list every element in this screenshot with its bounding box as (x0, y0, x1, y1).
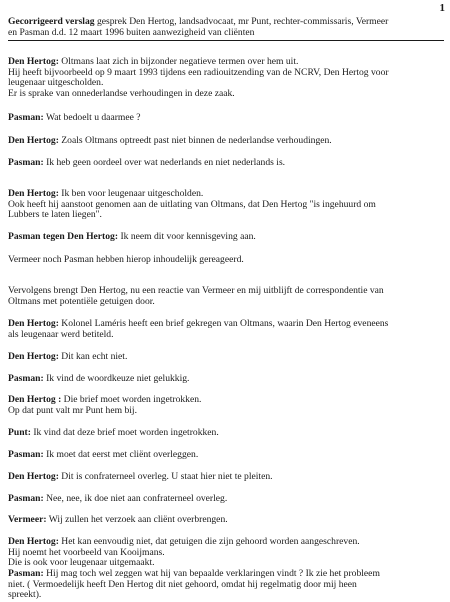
paragraph-line (8, 494, 448, 505)
transcript-paragraph (8, 515, 448, 526)
paragraph-line: Hij noemt het voorbeeld van Kooijmans. (8, 546, 165, 558)
speaker-label: Den Hertog: (8, 318, 59, 329)
transcript-paragraph (8, 472, 448, 483)
paragraph-line (8, 352, 448, 363)
paragraph-line (8, 450, 448, 461)
header-bold-lead: Gecorrigeerd verslag (8, 16, 95, 27)
speaker-label: Pasman: (8, 112, 44, 123)
paragraph-text: Oltmans laat zich in bijzonder negatieve termen over hem uit. (58, 56, 299, 67)
paragraph-line: Oltmans met potentiële getuigen door. (8, 295, 155, 307)
header-line-1 (8, 17, 444, 28)
speaker-label: Den Hertog: (8, 56, 59, 67)
speaker-label: Pasman tegen Den Hertog: (8, 231, 119, 242)
paragraph-line (8, 136, 448, 147)
transcript-paragraph (8, 57, 448, 99)
paragraph-line (8, 158, 448, 169)
paragraph-line (8, 113, 448, 124)
header-divider (8, 40, 444, 41)
paragraph-line: Vervolgens brengt Den Hertog, nu een reactie van Vermeer en mij uitblijft de correspondentie van (8, 285, 384, 296)
paragraph-line (8, 57, 448, 68)
transcript-paragraph (8, 450, 448, 461)
paragraph-text: Wat bedoelt u daarmee ? (43, 112, 141, 123)
transcript-paragraph (8, 189, 448, 221)
paragraph-text: Hij mag toch wel zeggen wat hij van bepaalde verklaringen vindt ? Ik zie het probleem (43, 568, 380, 579)
transcript-paragraph (8, 395, 448, 416)
paragraph-line: Hij heeft bijvoorbeeld op 9 maart 1993 tijdens een radiouitzending van de NCRV, Den Hertog voor (8, 66, 389, 78)
paragraph-line (8, 319, 448, 330)
speaker-label: Pasman: (8, 157, 44, 168)
paragraph-line: spreekt). (8, 589, 42, 601)
speaker-label: Pasman: (8, 493, 44, 504)
transcript-paragraph (8, 286, 448, 307)
speaker-label: Vermeer: (8, 514, 47, 525)
paragraph-text: Dit kan echt niet. (58, 351, 128, 362)
paragraph-text: Zoals Oltmans optreedt past niet binnen de nederlandse verhoudingen. (58, 135, 332, 146)
transcript-paragraph (8, 232, 448, 243)
paragraph-text: Kolonel Laméris heeft een brief gekregen van Oltmans, waarin Den Hertog eveneens (58, 318, 389, 329)
paragraph-text: Wij zullen het verzoek aan cliënt overbrengen. (46, 514, 228, 525)
speaker-label: Pasman: (8, 449, 44, 460)
paragraph-text: Ik vind dat deze brief moet worden ingetrokken. (30, 427, 219, 438)
speaker-label: Den Hertog : (8, 394, 62, 405)
transcript-paragraph (8, 158, 448, 169)
paragraph-text: Ik heb geen oordeel over wat nederlands en niet nederlands is. (43, 157, 286, 168)
speaker-label: Den Hertog: (8, 536, 59, 547)
paragraph-text: Ik ben voor leugenaar uitgescholden. (58, 188, 204, 199)
transcript-paragraph (8, 352, 448, 363)
transcript-paragraph (8, 374, 448, 385)
page-number: 1 (439, 2, 445, 14)
paragraph-line: niet. ( Vermoedelijk heeft Den Hertog dit niet gehoord, omdat hij regelmatig door mij heen (8, 578, 357, 590)
paragraph-line (8, 232, 448, 243)
paragraph-line: Ook heeft hij aanstoot genomen aan de uitlating van Oltmans, dat Den Hertog "is ingehuurd om (8, 198, 376, 210)
transcript-paragraph (8, 255, 448, 266)
paragraph-text: Het kan eenvoudig niet, dat getuigen die zijn gehoord worden aangeschreven. (58, 536, 360, 547)
transcript-paragraph (8, 136, 448, 147)
transcript-paragraph (8, 537, 448, 569)
transcript-paragraph (8, 428, 448, 439)
speaker-label: Den Hertog: (8, 351, 59, 362)
paragraph-line: leugenaar uitgescholden. (8, 77, 104, 89)
paragraph-line (8, 537, 448, 548)
header-line-2: en Pasman d.d. 12 maart 1996 buiten aanwezigheid van cliënten (8, 26, 255, 38)
paragraph-line: Vermeer noch Pasman hebben hierop inhoudelijk gereageerd. (8, 254, 244, 265)
paragraph-line: Er is sprake van onnederlandse verhoudingen in deze zaak. (8, 87, 235, 99)
transcript-paragraph (8, 319, 448, 340)
speaker-label: Pasman: (8, 568, 44, 579)
speaker-label: Den Hertog: (8, 471, 59, 482)
speaker-label: Pasman: (8, 373, 44, 384)
paragraph-text: Dit is confraterneel overleg. U staat hier niet te pleiten. (58, 471, 273, 482)
paragraph-line (8, 189, 448, 200)
paragraph-text: Ik neem dit voor kennisgeving aan. (118, 231, 256, 242)
paragraph-line (8, 395, 448, 406)
paragraph-text: Die brief moet worden ingetrokken. (61, 394, 202, 405)
paragraph-line (8, 472, 448, 483)
paragraph-line: Die is ook voor leugenaar uitgemaakt. (8, 557, 155, 569)
paragraph-text: Ik moet dat eerst met cliënt overleggen. (43, 449, 199, 460)
speaker-label: Den Hertog: (8, 135, 59, 146)
transcript-paragraph (8, 494, 448, 505)
paragraph-text: Ik vind de woordkeuze niet gelukkig. (43, 373, 190, 384)
transcript-paragraph (8, 569, 448, 601)
paragraph-line (8, 569, 448, 580)
paragraph-line: Op dat punt valt mr Punt hem bij. (8, 404, 137, 416)
header-line-1-rest: gesprek Den Hertog, landsadvocaat, mr Punt, rechter-commissaris, Vermeer (94, 16, 389, 27)
speaker-label: Den Hertog: (8, 188, 59, 199)
paragraph-line: als leugenaar werd betiteld. (8, 328, 114, 340)
paragraph-line (8, 374, 448, 385)
paragraph-text: Nee, nee, ik doe niet aan confraterneel overleg. (43, 493, 228, 504)
paragraph-line (8, 515, 448, 526)
speaker-label: Punt: (8, 427, 31, 438)
transcript-paragraph (8, 113, 448, 124)
paragraph-line: Lubbers te laten liegen". (8, 209, 102, 221)
document-header (8, 17, 444, 38)
paragraph-line (8, 428, 448, 439)
